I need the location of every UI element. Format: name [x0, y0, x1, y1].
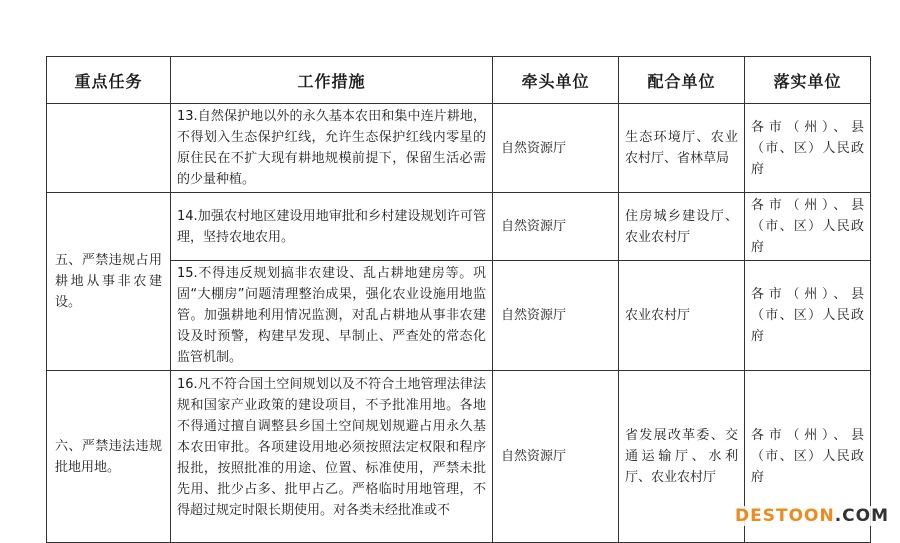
lead-unit-text: 自然资源厅: [501, 308, 567, 323]
impl-unit-cell: [745, 193, 871, 261]
table-row: [47, 104, 871, 193]
impl-unit-text: 各市（州）、县（市、区）人民政府: [751, 428, 864, 485]
coop-unit-cell: [619, 261, 745, 371]
coop-unit-cell: [619, 193, 745, 261]
lead-unit-cell: [493, 104, 619, 193]
impl-unit-text: 各市（州）、县（市、区）人民政府: [751, 119, 864, 177]
key-task-cell: [47, 371, 171, 543]
watermark-part2: .COM: [834, 506, 890, 526]
lead-unit-cell: [493, 261, 619, 371]
lead-unit-text: 自然资源厅: [501, 219, 567, 234]
coop-unit-text: 住房城乡建设厅、农业农村厅: [625, 208, 738, 245]
header-impl-unit: 落实单位: [745, 57, 871, 104]
table-row: [47, 261, 871, 371]
watermark-logo: [733, 506, 891, 526]
impl-unit-cell: [745, 104, 871, 193]
measure-cell: [171, 193, 493, 261]
measure-text: 15.不得违反规划搞非农建设、乱占耕地建房等。巩固“大棚房”问题清理整治成果，强化农业设施用地监管。加强耕地利用情况监测，对乱占耕地从事非农建设及时预警，构建早发现、早制止、严查处的常态化监管机制。: [177, 266, 486, 365]
measure-text: 14.加强农村地区建设用地审批和乡村建设规划许可管理，坚持农地农用。: [177, 208, 486, 245]
coop-unit-cell: [619, 371, 745, 543]
impl-unit-text: 各市（州）、县（市、区）人民政府: [751, 287, 864, 344]
key-task-cell: [47, 104, 171, 193]
header-lead-unit: 牵头单位: [493, 57, 619, 104]
task-table: [46, 56, 871, 543]
key-task-text: 六、严禁违法违规批地用地。: [55, 438, 162, 475]
measure-cell: [171, 371, 493, 543]
coop-unit-text: 农业农村厅: [625, 308, 691, 323]
impl-unit-cell: [745, 261, 871, 371]
header-measures: 工作措施: [171, 57, 493, 104]
table-row: [47, 193, 871, 261]
lead-unit-text: 自然资源厅: [501, 140, 567, 156]
coop-unit-text: 省发展改革委、交通运输厅、水利厅、农业农村厅: [625, 428, 738, 485]
measure-cell: [171, 261, 493, 371]
coop-unit-text: 生态环境厅、农业农村厅、省林草局: [625, 130, 738, 166]
header-row: [47, 57, 871, 104]
measure-cell: [171, 104, 493, 193]
key-task-cell: [47, 193, 171, 371]
header-key-task: 重点任务: [47, 57, 171, 104]
lead-unit-cell: [493, 371, 619, 543]
header-coop-unit: 配合单位: [619, 57, 745, 104]
key-task-text: [47, 146, 170, 150]
coop-unit-cell: [619, 104, 745, 193]
impl-unit-text: 各市（州）、县（市、区）人民政府: [751, 198, 864, 255]
lead-unit-cell: [493, 193, 619, 261]
key-task-text: 五、严禁违规占用耕地从事非农建设。: [55, 253, 162, 310]
measure-text: 16.凡不符合国土空间规划以及不符合土地管理法律法规和国家产业政策的建设项目，不予批准用地。各地不得通过擅自调整县乡国土空间规划规避占用永久基本农田审批。各项建设用地必须按照法定权限和程序报批，按照批准的用途、位置、标准使用，严禁未批先用、批少占多、批甲占乙。严格临时用地管理，不得超过规定时限长期使用。对各类未经批准或不: [177, 376, 486, 518]
measure-text: 13.自然保护地以外的永久基本农田和集中连片耕地，不得划入生态保护红线，允许生态保护红线内零星的原住民在不扩大现有耕地规模前提下，保留生活必需的少量种植。: [177, 109, 486, 187]
watermark-part1: DESTOON: [735, 506, 835, 526]
lead-unit-text: 自然资源厅: [501, 449, 567, 464]
